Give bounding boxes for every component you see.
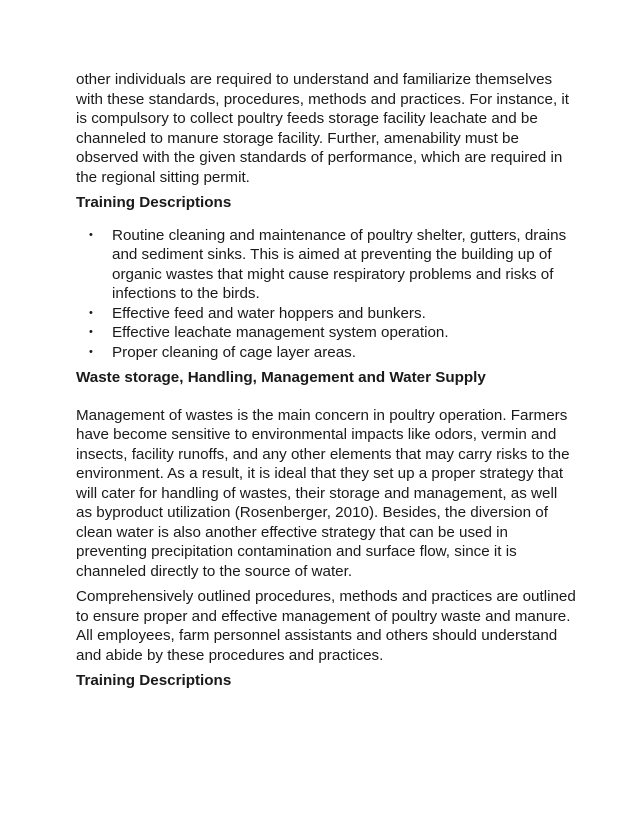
list-item — [89, 323, 576, 343]
list-item-text: Proper cleaning of cage layer areas. — [112, 343, 356, 361]
list-item-text: Effective leachate management system operation. — [112, 324, 449, 341]
bullet-icon: • — [89, 345, 93, 358]
list-item-text: Routine cleaning and maintenance of poultry shelter, gutters, drains and sediment sinks. This is aimed at preventing the building up of organic wastes that might cause respiratory problems and risks of infections to the birds. — [112, 226, 567, 302]
heading-training-descriptions-2: Training Descriptions — [76, 672, 232, 689]
document-page — [76, 70, 576, 691]
waste-paragraph-1: Management of wastes is the main concern in poultry operation. Farmers have become sensitive to environmental impacts like odors, vermin and insects, facility runoffs, and any other elements that may carry risks to the environment. As a result, it is ideal that they set up a proper strategy that will cater for handling of wastes, their storage and management, as well as byproduct utilization (Rosenberger, 2010). Besides, the diversion of clean water is also another effective strategy that can be used in preventing precipitation contamination and surface flow, since it is channeled directly to the source of water. — [76, 406, 570, 580]
intro-paragraph: other individuals are required to understand and familiarize themselves with these standards, procedures, methods and practices. For instance, it is compulsory to collect poultry feeds storage facility leachate and be channeled to manure storage facility. Further, amenability must be observed with the given standards of performance, which are required in the regional sitting permit. — [76, 71, 570, 186]
waste-paragraph-2: Comprehensively outlined procedures, methods and practices are outlined to ensure proper and effective management of poultry waste and manure. All employees, farm personnel assistants and others should understand and abide by these procedures and practices. — [76, 588, 576, 664]
list-item-text: Effective feed and water hoppers and bunkers. — [112, 304, 426, 322]
bullet-icon: • — [89, 306, 93, 319]
list-item — [89, 304, 576, 324]
bullet-icon: • — [89, 326, 93, 338]
bullet-icon: • — [89, 228, 93, 241]
list-item — [89, 343, 576, 363]
heading-training-descriptions: Training Descriptions — [76, 194, 232, 211]
list-item — [89, 226, 576, 304]
heading-waste-storage: Waste storage, Handling, Management and Water Supply — [76, 369, 486, 386]
training-bullet-list — [76, 226, 576, 363]
